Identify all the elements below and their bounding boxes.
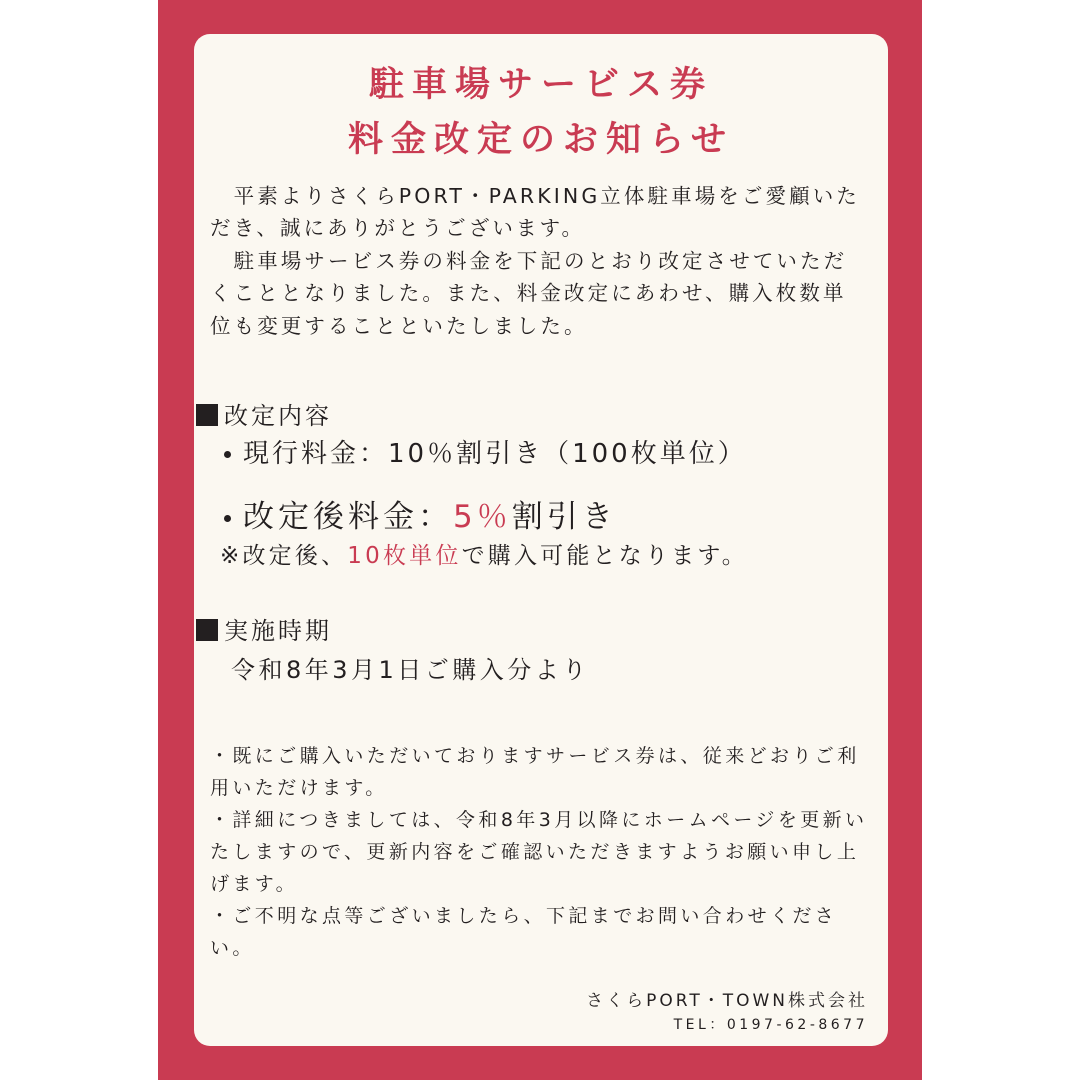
new-price-line — [224, 491, 617, 536]
purchase-note-unit: 10枚単位 — [347, 543, 462, 569]
period-value: 令和8年3月1日ご購入分より — [231, 656, 590, 684]
notice-title-line2: 料金改定のお知らせ — [348, 119, 734, 160]
note-item: ・ご不明な点等ございましたら、下記までお問い合わせください。 — [210, 905, 838, 959]
square-bullet-icon — [196, 619, 218, 641]
purchase-note-suffix: で購入可能となります。 — [461, 543, 748, 569]
square-bullet-icon — [196, 404, 218, 426]
current-price-label: 現行料金： — [243, 439, 389, 469]
bullet-dot-icon — [224, 515, 231, 522]
note-item: ・既にご購入いただいておりますサービス券は、従来どおりご利用いただけます。 — [210, 745, 860, 799]
purchase-unit-note — [220, 537, 748, 570]
new-price-discount: 5％ — [453, 499, 512, 535]
current-price-line — [224, 433, 747, 470]
intro-text — [210, 180, 870, 342]
intro-paragraph-2: 駐車場サービス券の料金を下記のとおり改定させていただくこととなりました。また、料金改定にあわせ、購入枚数単位も変更することといたしました。 — [210, 248, 848, 338]
company-phone: TEL：0197-62-8677 — [673, 1017, 868, 1033]
revision-heading — [196, 396, 332, 431]
intro-paragraph-1: 平素よりさくらPORT・PARKING立体駐車場をご愛顧いただき、誠にありがとうございます。 — [210, 184, 860, 241]
purchase-note-prefix: ※改定後、 — [220, 543, 348, 569]
note-item: ・詳細につきましては、令和8年3月以降にホームページを更新いたしますので、更新内容をご確認いただきますようお願い申し上げます。 — [210, 809, 868, 895]
current-price-value: 10％割引き（100枚単位） — [388, 439, 747, 469]
bullet-dot-icon — [224, 451, 231, 458]
new-price-label: 改定後料金： — [243, 499, 453, 535]
notes-list — [210, 740, 870, 964]
notice-title-line1: 駐車場サービス券 — [368, 64, 713, 105]
period-heading-label: 実施時期 — [224, 617, 332, 645]
new-price-rest: 割引き — [511, 499, 617, 535]
company-name: さくらPORT・TOWN株式会社 — [586, 991, 868, 1011]
revision-heading-label: 改定内容 — [224, 402, 332, 430]
period-heading — [196, 611, 332, 646]
